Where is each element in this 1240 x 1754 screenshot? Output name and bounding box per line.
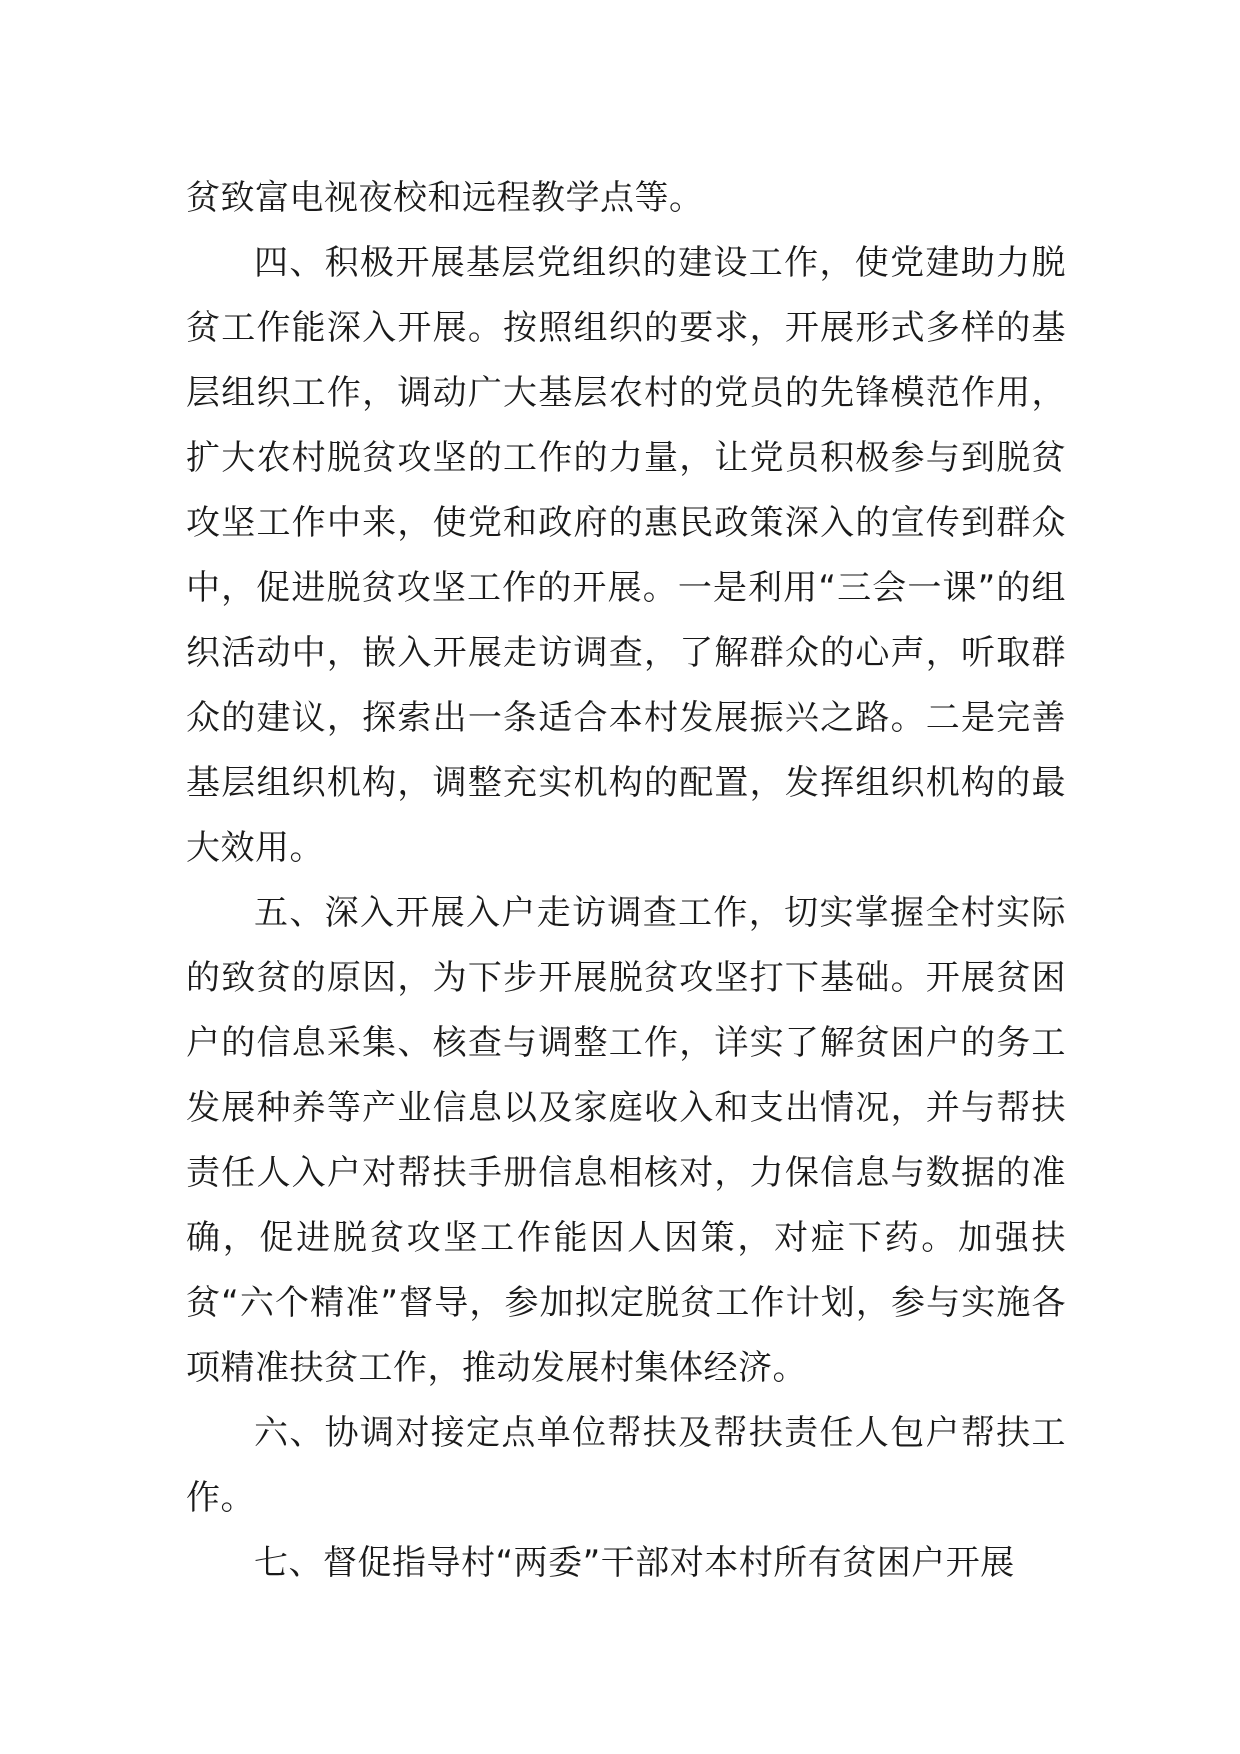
paragraph-section-6: 六、协调对接定点单位帮扶及帮扶责任人包户帮扶工作。 bbox=[186, 1413, 1066, 1518]
paragraph-continuation: 贫致富电视夜校和远程教学点等。 bbox=[186, 178, 704, 218]
paragraph-section-5: 五、深入开展入户走访调查工作，切实掌握全村实际的致贫的原因，为下步开展脱贫攻坚打下基础。开展贫困户的信息采集、核查与调整工作，详实了解贫困户的务工发展种养等产业信息以及家庭收入和支出情况，并与帮扶责任人入户对帮扶手册信息相核对，力保信息与数据的准确，促进脱贫攻坚工作能因人因策，对症下药。加强扶贫“六个精准”督导，参加拟定脱贫工作计划，参与实施各项精准扶贫工作，推动发展村集体经济。 bbox=[186, 893, 1066, 1388]
paragraph-section-4: 四、积极开展基层党组织的建设工作，使党建助力脱贫工作能深入开展。按照组织的要求，开展形式多样的基层组织工作，调动广大基层农村的党员的先锋模范作用，扩大农村脱贫攻坚的工作的力量，让党员积极参与到脱贫攻坚工作中来，使党和政府的惠民政策深入的宣传到群众中，促进脱贫攻坚工作的开展。一是利用“三会一课”的组织活动中，嵌入开展走访调查，了解群众的心声，听取群众的建议，探索出一条适合本村发展振兴之路。二是完善基层组织机构，调整充实机构的配置，发挥组织机构的最大效用。 bbox=[186, 243, 1066, 868]
document-body bbox=[186, 166, 1066, 1596]
paragraph-section-7: 七、督促指导村“两委”干部对本村所有贫困户开展 bbox=[254, 1543, 1015, 1583]
